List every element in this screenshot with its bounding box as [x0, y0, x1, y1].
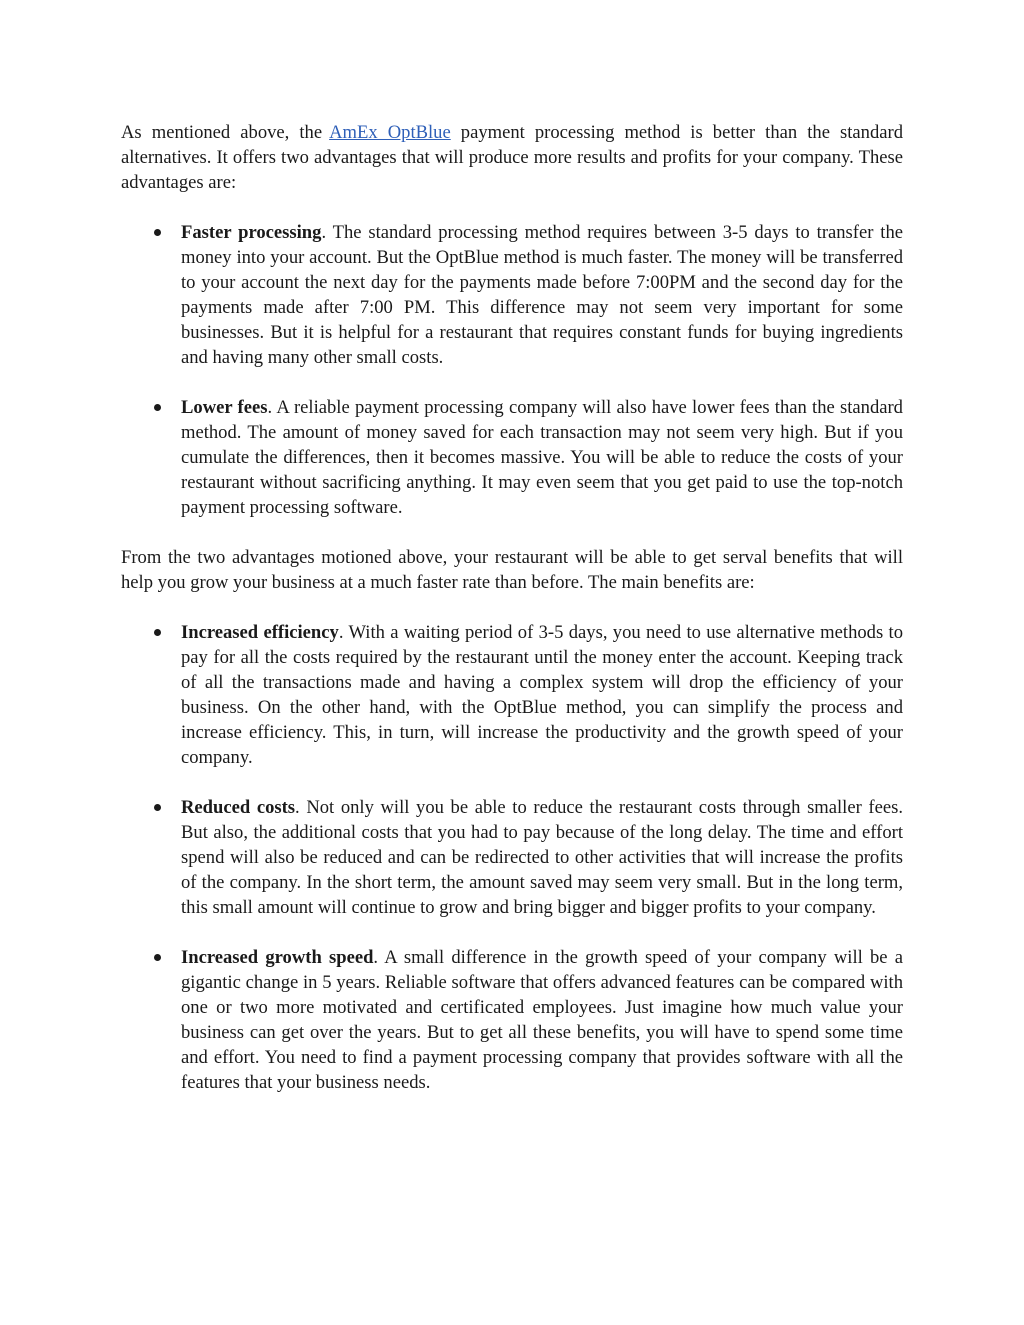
benefit-term: Increased efficiency — [181, 622, 339, 643]
benefit-term: Increased growth speed — [181, 947, 374, 968]
intro-paragraph — [121, 120, 903, 195]
list-item — [121, 620, 903, 770]
list-item — [121, 220, 903, 370]
list-item — [121, 395, 903, 520]
bullet-icon — [154, 629, 161, 636]
bullet-icon — [154, 954, 161, 961]
benefit-text: . Not only will you be able to reduce the restaurant costs through smaller fees. But also, the additional costs that you had to pay because of the long delay. The time and effort spend will also be reduced and can be redirected to other activities that will increase the profits of the company. In the short term, the amount saved may seem very small. But in the long term, this small amount will continue to grow and bring bigger and bigger profits to your company. — [181, 797, 903, 918]
advantage-text: . The standard processing method requires between 3-5 days to transfer the money into your account. But the OptBlue method is much faster. The money will be transferred to your account the next day for the payments made before 7:00PM and the second day for the payments made after 7:00 PM. This difference may not seem very important for some businesses. But it is helpful for a restaurant that requires constant funds for buying ingredients and having many other small costs. — [181, 222, 903, 368]
advantage-term: Lower fees — [181, 397, 268, 418]
amex-optblue-link[interactable]: AmEx OptBlue — [329, 122, 451, 143]
list-item — [121, 795, 903, 920]
intro-text-after-link: payment processing method is better than the standard alternatives. It offers two advantages that will produce more results and profits for your company. These advantages are: — [121, 122, 904, 193]
intro-text-before-link: As mentioned above, the — [121, 122, 323, 143]
benefit-text: . A small difference in the growth speed of your company will be a gigantic change in 5 years. Reliable software that offers advanced features can be compared with one or two more motivated and certificated employees. Just imagine how much value your business can get over the years. But to get all these benefits, you will have to spend some time and effort. You need to find a payment processing company that provides software with all the features that your business needs. — [181, 947, 903, 1093]
bullet-icon — [154, 804, 161, 811]
advantage-term: Faster processing — [181, 222, 322, 243]
advantage-text: . A reliable payment processing company will also have lower fees than the standard method. The amount of money saved for each transaction may not seem very high. But if you cumulate the differences, then it becomes massive. You will be able to reduce the costs of your restaurant without sacrificing anything. It may even seem that you get paid to use the top-notch payment processing software. — [181, 397, 903, 518]
benefit-term: Reduced costs — [181, 797, 296, 818]
list-item — [121, 945, 903, 1095]
benefit-text: . With a waiting period of 3-5 days, you need to use alternative methods to pay for all the costs required by the restaurant until the money enter the account. Keeping track of all the transactions made and having a complex system will drop the efficiency of your business. On the other hand, with the OptBlue method, you can simplify the process and increase efficiency. This, in turn, will increase the productivity and the growth speed of your company. — [181, 622, 903, 768]
benefits-list — [121, 620, 903, 1095]
bullet-icon — [154, 229, 161, 236]
bullet-icon — [154, 404, 161, 411]
benefits-intro-paragraph: From the two advantages motioned above, your restaurant will be able to get serval benefits that will help you grow your business at a much faster rate than before. The main benefits are: — [121, 547, 903, 593]
advantages-list — [121, 220, 903, 520]
document-page — [121, 120, 903, 1120]
